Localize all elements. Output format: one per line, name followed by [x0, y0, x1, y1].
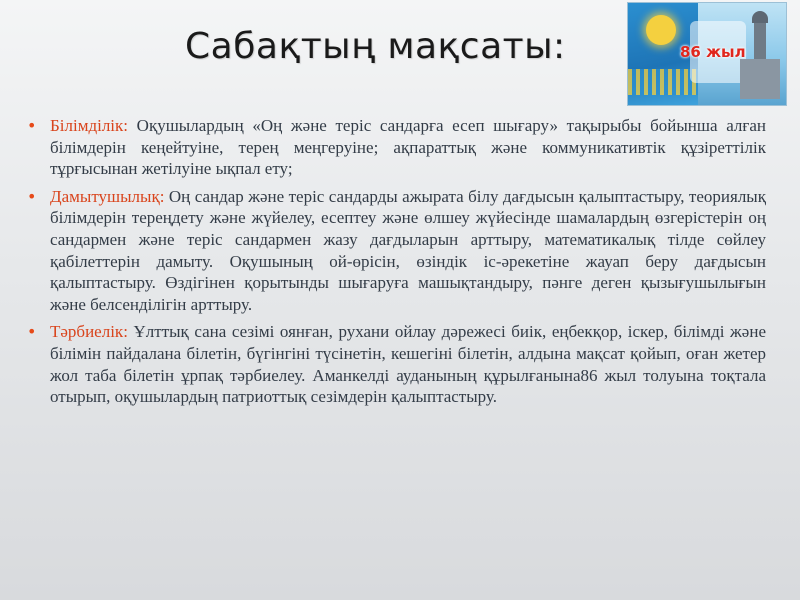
ornament-stripe [628, 69, 698, 95]
building-icon [740, 19, 780, 99]
objective-text: Оқушылардың «Оң және теріс сандарға есеп шығару» тақырыбы бойынша алған білімдерін кеңейтуіне, терең меңгеруіне; ақпараттық және коммуникативтік құзіреттілік тұрғысынан жетілуіне ықпал ету; [50, 116, 766, 179]
badge-label: 86 жыл [680, 43, 746, 61]
objective-upbringing [27, 321, 766, 407]
anniversary-badge-image [627, 2, 787, 106]
objective-label: Дамытушылық: [50, 186, 165, 206]
objectives-list [27, 115, 766, 414]
objective-label: Тәрбиелік: [50, 322, 128, 342]
sun-icon [646, 15, 676, 45]
objective-educational [27, 115, 766, 180]
slide-title: Сабақтың мақсаты: [185, 26, 566, 67]
bullet-icon: • [27, 186, 37, 206]
bullet-icon: • [27, 322, 37, 342]
objective-developmental [27, 186, 766, 316]
objective-text: Оң сандар және теріс сандарды ажырата білу дағдысын қалыптастыру, теориялық білімдерін тереңдету және жүйелеу, есептеу және өлшеу жүйесінде шамалардың өзгерістерін оң сандармен және теріс сандармен жазу дағдыларын арттыру, математикалық тілде сөйлеу қабілеттерін дамыту. Оқушының ой-өрісін, өзіндік іс-әрекетіне жауап беру дағдысын қалыптастыру. Өздігінен қорытынды шығаруға машықтандыру, пәнге деген қызығушылығын және белсенділігін арттыру. [50, 186, 766, 314]
objective-label: Білімділік: [50, 116, 129, 135]
objective-text: Ұлттық сана сезімі оянған, рухани ойлау дәрежесі биік, еңбекқор, іскер, білімді және білімін пайдалана білетін, бүгінгіні түсінетін, кешегіні білетін, алдына мақсат қойып, оған жетер жол таба білетін ұрпақ тәрбиелеу. Аманкелді ауданының құрылғанына86 жыл толуына тоқтала отырып, оқушылардың патриоттық сезімдерін қалыптастыру. [50, 322, 766, 407]
bullet-icon: • [27, 116, 37, 135]
